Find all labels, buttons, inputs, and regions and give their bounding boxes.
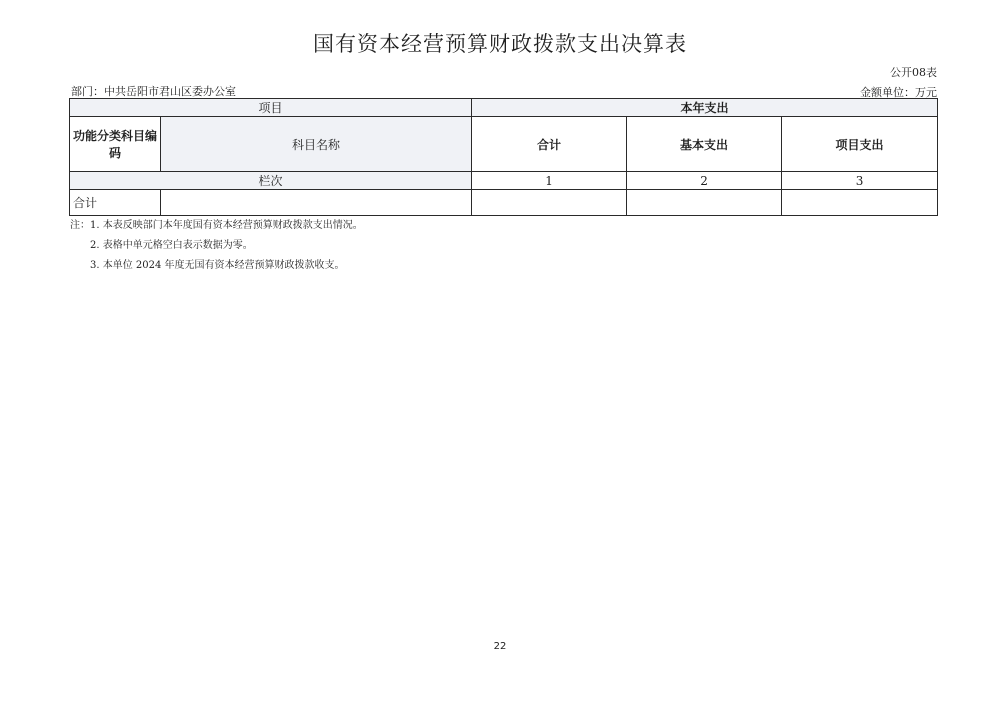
header-function-code: 功能分类科目编码 [70,117,161,172]
department-label: 部门：中共岳阳市君山区委办公室 [71,85,236,98]
header-current-year: 本年支出 [472,99,938,117]
table-cell [782,190,938,216]
header-project: 项目 [70,99,472,117]
total-row-label: 合计 [70,190,161,216]
table-index-row [70,172,938,190]
form-code: 公开08表 [890,66,937,79]
header-project-expenditure: 项目支出 [782,117,938,172]
expenditure-table [69,98,938,216]
table-row [70,190,938,216]
table-cell [161,190,472,216]
notes [70,216,363,276]
index-cell: 1 [472,172,627,190]
note-line: 3. 本单位 2024 年度无国有资本经营预算财政拨款收支。 [90,260,345,271]
note-line: 注：1. 本表反映部门本年度国有资本经营预算财政拨款支出情况。 [70,220,363,231]
header-basic-expenditure: 基本支出 [627,117,782,172]
index-cell: 2 [627,172,782,190]
unit-label: 金额单位：万元 [860,86,937,99]
page-number: 22 [493,641,507,652]
header-subject-name: 科目名称 [161,117,472,172]
index-cell: 3 [782,172,938,190]
table-subheader-row [70,117,938,172]
row-index-label: 栏次 [70,172,472,190]
note-line: 2. 表格中单元格空白表示数据为零。 [90,240,253,251]
table-cell [472,190,627,216]
page-title: 国有资本经营预算财政拨款支出决算表 [313,32,687,56]
table-header-row [70,99,938,117]
table-cell [627,190,782,216]
header-total: 合计 [472,117,627,172]
